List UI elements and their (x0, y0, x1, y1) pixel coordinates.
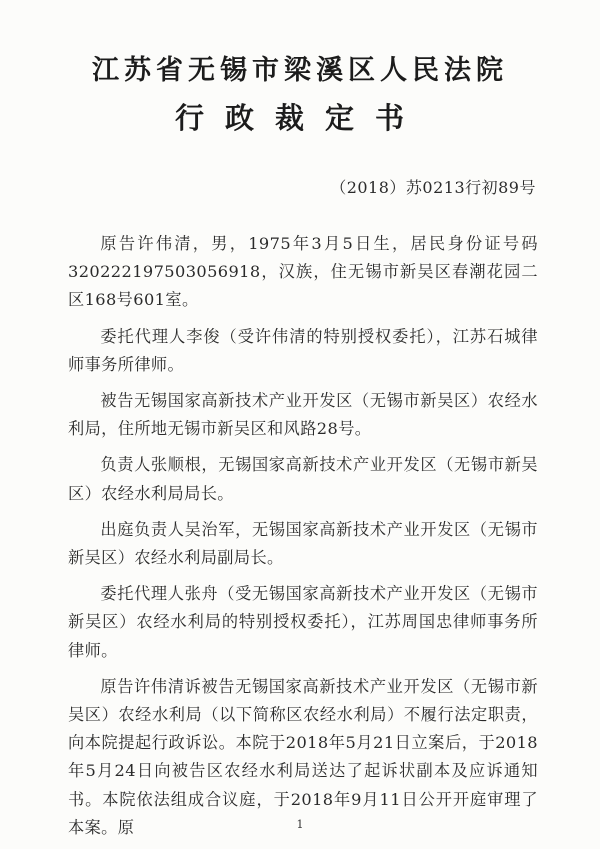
defendant-agent-paragraph: 委托代理人张舟（受无锡国家高新技术产业开发区（无锡市新吴区）农经水利局的特别授权委托），江苏周国忠律师事务所律师。 (68, 584, 538, 660)
defendant-head-paragraph: 负责人张顺根，无锡国家高新技术产业开发区（无锡市新吴区）农经水利局局长。 (68, 455, 538, 503)
plaintiff-paragraph: 原告许伟清，男，1975年3月5日生，居民身份证号码320222197503056918，汉族，住无锡市新吴区春潮花园二区168号601室。 (68, 234, 538, 310)
defendant-paragraph: 被告无锡国家高新技术产业开发区（无锡市新吴区）农经水利局，住所地无锡市新吴区和风路28号。 (68, 391, 538, 439)
document-title: 行政裁定书 (174, 101, 425, 135)
court-name: 江苏省无锡市梁溪区人民法院 (92, 55, 508, 86)
case-number: （2018）苏0213行初89号 (330, 178, 536, 197)
document-body (68, 230, 538, 850)
plaintiff-agent-paragraph: 委托代理人李俊（受许伟清的特别授权委托），江苏石城律师事务所律师。 (68, 326, 538, 374)
page-number: 1 (296, 818, 304, 831)
case-summary-paragraph: 原告许伟清诉被告无锡国家高新技术产业开发区（无锡市新吴区）农经水利局（以下简称区农经水利局）不履行法定职责，向本院提起行政诉讼。本院于2018年5月21日立案后，于2018年5月24日向被告区农经水利局送达了起诉状副本及应诉通知书。本院依法组成合议庭，于2018年9月11日公开开庭审理了本案。原 (68, 676, 538, 837)
court-appearance-paragraph: 出庭负责人吴治军，无锡国家高新技术产业开发区（无锡市新吴区）农经水利局副局长。 (68, 519, 538, 568)
